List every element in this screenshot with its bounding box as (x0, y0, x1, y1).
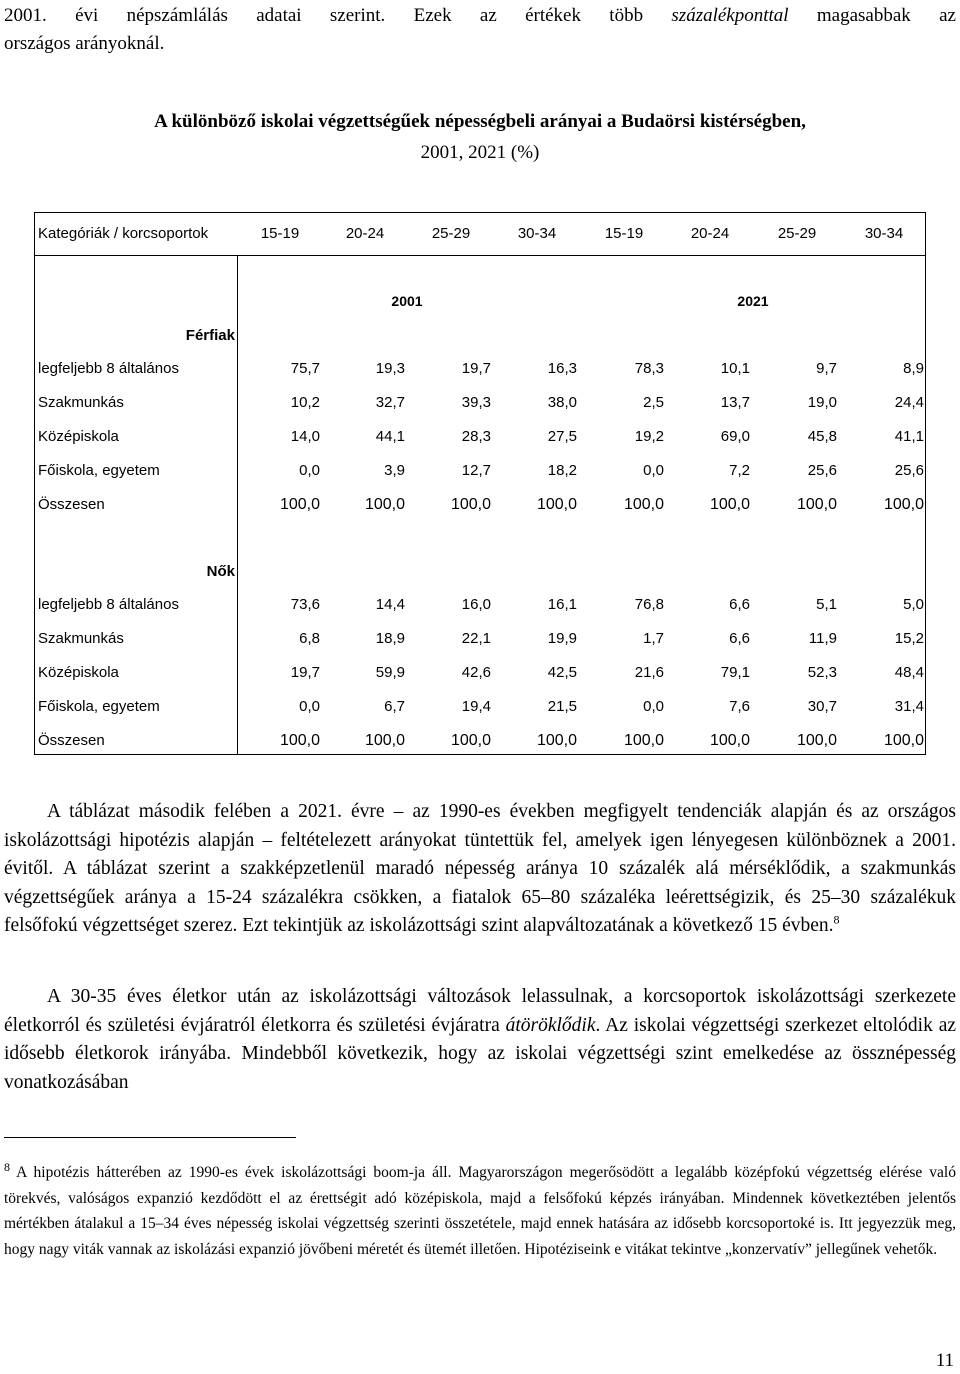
row-category: Összesen (38, 732, 105, 749)
table-cell: 10,2 (290, 394, 320, 411)
group-label: Nők (206, 563, 235, 580)
table-cell: 16,3 (547, 360, 577, 377)
footnote-mark: 8 (4, 1159, 10, 1174)
table-cell: 0,0 (643, 698, 664, 715)
table-row (35, 496, 925, 518)
year-header: 2021 (737, 293, 769, 309)
intro-line-1 (4, 2, 956, 30)
table-cell: 7,6 (729, 698, 750, 715)
age-group-header: 20-24 (345, 225, 385, 242)
table-cell: 42,6 (461, 664, 491, 681)
table-cell: 59,9 (375, 664, 405, 681)
table-cell: 100,0 (536, 732, 577, 749)
table-row (35, 428, 925, 450)
table-cell: 100,0 (623, 732, 664, 749)
group-label-row (35, 563, 925, 585)
table-cell: 11,9 (808, 630, 837, 647)
row-category: legfeljebb 8 általános (38, 596, 179, 613)
header-divider (35, 255, 925, 256)
paragraph-2 (4, 983, 956, 1097)
table-cell: 3,9 (384, 462, 405, 479)
table-cell: 100,0 (883, 496, 924, 513)
table-cell: 1,7 (643, 630, 664, 647)
year-row (35, 293, 925, 315)
table-cell: 19,7 (290, 664, 320, 681)
table-cell: 100,0 (709, 732, 750, 749)
table-cell: 100,0 (883, 732, 924, 749)
table-cell: 31,4 (894, 698, 924, 715)
age-group-header: 15-19 (260, 225, 300, 242)
table-cell: 25,6 (807, 462, 837, 479)
table-cell: 38,0 (547, 394, 577, 411)
table-row (35, 732, 925, 754)
table-cell: 19,9 (547, 630, 577, 647)
table-cell: 21,6 (634, 664, 664, 681)
footnote-separator (4, 1137, 296, 1138)
table-cell: 0,0 (299, 698, 320, 715)
paragraph-2-text: A 30-35 éves életkor után az iskolázottsági változások lelassulnak, a korcsoportok iskolázottsági szerkezete életkorról és születési évjáratról életkorra és születési évjáratra (4, 986, 956, 1036)
table-cell: 75,7 (290, 360, 320, 377)
table-row (35, 596, 925, 618)
table-cell: 8,9 (903, 360, 924, 377)
table-cell: 28,3 (461, 428, 491, 445)
table-cell: 100,0 (709, 496, 750, 513)
table-cell: 52,3 (807, 664, 837, 681)
table-cell: 73,6 (290, 596, 320, 613)
table-cell: 78,3 (634, 360, 664, 377)
table-cell: 22,1 (461, 630, 491, 647)
row-category: Összesen (38, 496, 105, 513)
table-cell: 39,3 (461, 394, 491, 411)
paragraph-1 (4, 798, 956, 941)
row-category: legfeljebb 8 általános (38, 360, 179, 377)
table-row (35, 698, 925, 720)
table-cell: 19,7 (461, 360, 491, 377)
table-cell: 16,1 (547, 596, 577, 613)
table-cell: 76,8 (634, 596, 664, 613)
group-label-row (35, 327, 925, 349)
table-cell: 18,9 (375, 630, 405, 647)
group-label: Férfiak (185, 327, 235, 344)
table-row (35, 394, 925, 416)
table-cell: 14,4 (375, 596, 405, 613)
table-cell: 5,0 (903, 596, 924, 613)
table-cell: 19,0 (807, 394, 837, 411)
table-cell: 5,1 (816, 596, 837, 613)
table-cell: 6,6 (729, 596, 750, 613)
table-cell: 18,2 (547, 462, 577, 479)
data-table (34, 212, 926, 755)
row-category: Középiskola (38, 664, 119, 681)
intro-line-2: országos arányoknál. (4, 33, 165, 54)
table-cell: 12,7 (461, 462, 491, 479)
footnote (4, 1160, 956, 1262)
paragraph-2-italic: átöröklődik (505, 1014, 596, 1036)
table-cell: 9,7 (816, 360, 837, 377)
table-cell: 100,0 (450, 496, 491, 513)
table-cell: 79,1 (720, 664, 750, 681)
table-cell: 25,6 (894, 462, 924, 479)
table-cell: 6,7 (384, 698, 405, 715)
table-cell: 6,6 (729, 630, 750, 647)
table-cell: 100,0 (364, 496, 405, 513)
page-number: 11 (935, 1350, 954, 1371)
row-category: Szakmunkás (38, 394, 124, 411)
table-cell: 48,4 (894, 664, 924, 681)
table-cell: 41,1 (894, 428, 924, 445)
row-category: Középiskola (38, 428, 119, 445)
age-group-header: 20-24 (690, 225, 730, 242)
age-group-header: 30-34 (517, 225, 557, 242)
table-row (35, 630, 925, 652)
age-group-header: 30-34 (864, 225, 904, 242)
table-cell: 0,0 (643, 462, 664, 479)
year-header: 2001 (391, 293, 423, 309)
table-cell: 19,2 (634, 428, 664, 445)
paragraph-2-text-end: . Az iskolai végzettségi szerkezet eltolódik az idősebb életkorok irányába. Mindebből következik, hogy az iskolai végzettségi szint emelkedése az össznépesség vonatkozásában (4, 1014, 956, 1093)
paragraph-1-text: A táblázat második felében a 2021. évre – az 1990-es években megfigyelt tendenciák alapján és az országos iskolázottsági hipotézis alapján – feltételezett arányokat tüntettük fel, amelyek igen lényegesen különböznek a 2001. évitől. A táblázat szerint a szakképzetlenül maradó népesség aránya 10 százalék alá mérséklődik, a szakmunkás végzettségűek aránya a 15-24 százalékra csökken, a fiatalok 65–80 százaléka leérettségizik, és 25–30 százalékuk felsőfokú végzettséget szerez. Ezt tekintjük az iskolázottsági szint alapváltozatának a következő 15 évben. (4, 801, 956, 936)
table-cell: 16,0 (461, 596, 491, 613)
table-cell: 100,0 (623, 496, 664, 513)
table-cell: 10,1 (720, 360, 750, 377)
table-cell: 45,8 (807, 428, 837, 445)
table-title-line-1: A különböző iskolai végzettségűek népességbeli arányai a Budaörsi kistérségben, (154, 111, 806, 132)
table-cell: 6,8 (299, 630, 320, 647)
table-row (35, 664, 925, 686)
row-category: Főiskola, egyetem (38, 698, 160, 715)
table-cell: 30,7 (807, 698, 837, 715)
table-cell: 32,7 (375, 394, 405, 411)
table-cell: 19,3 (375, 360, 405, 377)
table-cell: 15,2 (894, 630, 924, 647)
age-group-header: 15-19 (604, 225, 644, 242)
footnote-text: A hipotézis hátterében az 1990-es évek iskolázottsági boom-ja áll. Magyarországon megerősödött a legalább középfokú végzettség elérése való törekvés, valóságos expanzió kezdődött el az érettségit adó középiskola, majd a felsőfokú képzés irányában. Mindennek következtében jelentős mértékben átalakul a 15–34 éves népesség iskolai végzettség szerinti összetétele, majd ennek hatására az idősebb korcsoportoké is. Itt jegyezzük meg, hogy nagy viták vannak az iskolázási expanzió jövőbeni méretét és ütemét illetően. Hipotéziseink e vitákat tekintve „konzervatív” jellegűnek vehetők. (4, 1164, 956, 1258)
table-cell: 24,4 (894, 394, 924, 411)
table-cell: 100,0 (796, 732, 837, 749)
table-cell: 69,0 (720, 428, 750, 445)
table-header-row (35, 225, 925, 247)
footnote-ref: 8 (833, 912, 840, 927)
intro-text: 2001. évi népszámlálás adatai szerint. Ezek az értékek több (4, 5, 672, 26)
intro-italic: százalékponttal (671, 5, 789, 26)
table-cell: 42,5 (547, 664, 577, 681)
row-category: Főiskola, egyetem (38, 462, 160, 479)
table-cell: 100,0 (364, 732, 405, 749)
table-cell: 19,4 (461, 698, 491, 715)
table-cell: 13,7 (720, 394, 750, 411)
table-row (35, 360, 925, 382)
table-title (40, 106, 920, 168)
table-row (35, 462, 925, 484)
age-group-header: 25-29 (777, 225, 817, 242)
age-group-header: 25-29 (431, 225, 471, 242)
table-cell: 2,5 (643, 394, 664, 411)
table-cell: 27,5 (547, 428, 577, 445)
table-cell: 100,0 (450, 732, 491, 749)
table-cell: 100,0 (796, 496, 837, 513)
table-cell: 7,2 (729, 462, 750, 479)
intro-text-end: magasabbak az (788, 5, 956, 26)
table-cell: 100,0 (279, 732, 320, 749)
table-cell: 100,0 (279, 496, 320, 513)
table-cell: 100,0 (536, 496, 577, 513)
header-label: Kategóriák / korcsoportok (38, 225, 209, 242)
table-cell: 44,1 (375, 428, 405, 445)
table-cell: 21,5 (547, 698, 577, 715)
table-cell: 14,0 (290, 428, 320, 445)
row-category: Szakmunkás (38, 630, 124, 647)
table-title-line-2: 2001, 2021 (%) (420, 142, 540, 163)
table-cell: 0,0 (299, 462, 320, 479)
